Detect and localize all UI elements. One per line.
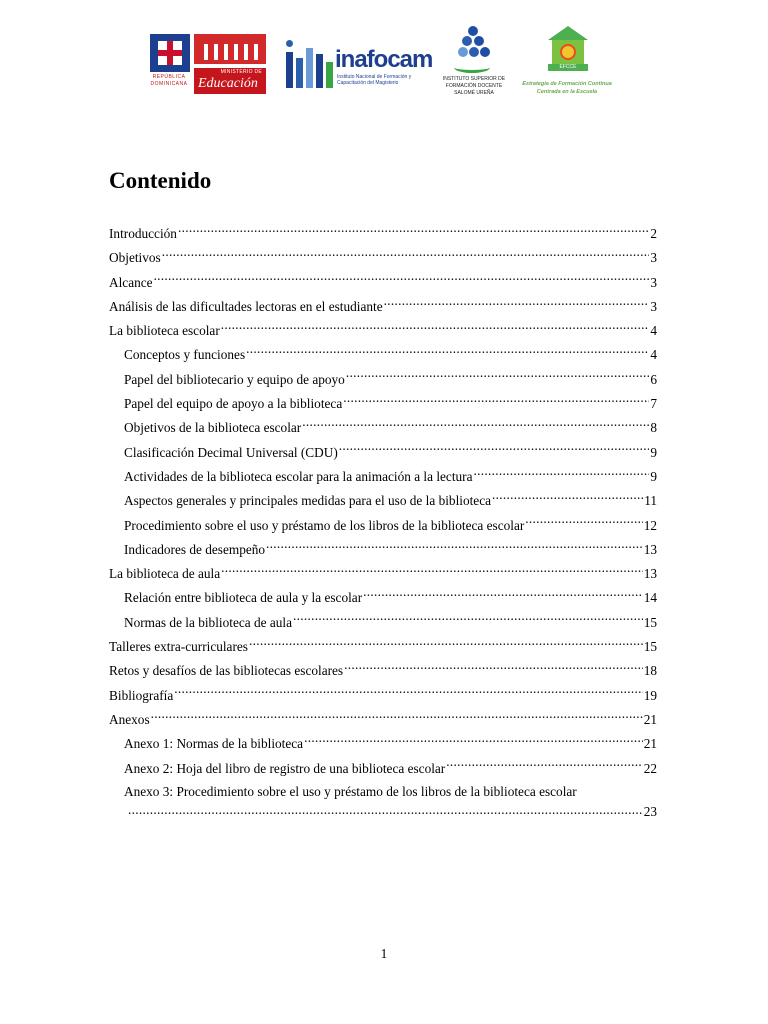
toc-entry-title: Papel del bibliotecario y equipo de apoyo [124, 371, 345, 387]
toc-entry-page: 12 [643, 517, 657, 533]
toc-entry-title: Análisis de las dificultades lectoras en el estudiante [109, 298, 383, 314]
toc-entry[interactable] [109, 441, 657, 465]
toc-entry-title: Relación entre biblioteca de aula y la escolar [124, 590, 363, 606]
inafocam-title: inafocam [335, 46, 433, 73]
toc-entry[interactable] [109, 271, 657, 295]
toc-leader-dots [246, 345, 649, 359]
coat-of-arms-icon [150, 34, 190, 72]
toc-entry-page: 19 [643, 687, 657, 703]
toc-leader-dots [154, 273, 650, 287]
toc-leader-dots [346, 370, 650, 384]
toc-entry-page: 9 [650, 468, 657, 484]
bars-icon [285, 40, 335, 88]
table-of-contents [109, 222, 657, 820]
isfodosu-text: INSTITUTO SUPERIOR DE FORMACIÓN DOCENTE SALOMÉ UREÑA [442, 76, 506, 96]
ministerio-educacion-logo [148, 32, 268, 98]
toc-entry[interactable] [109, 343, 657, 367]
efcce-text: Estrategia de Formación Continua Centrada en la Escuela [522, 81, 612, 95]
toc-entry-page: 15 [643, 614, 657, 630]
toc-entry-title: La biblioteca de aula [109, 566, 221, 582]
isfodosu-logo [438, 26, 510, 102]
toc-leader-dots [174, 686, 642, 700]
people-icon [458, 26, 490, 64]
toc-entry[interactable] [109, 659, 657, 683]
toc-leader-dots [266, 540, 643, 554]
toc-entry-title: Clasificación Decimal Universal (CDU) [124, 444, 338, 460]
toc-entry[interactable] [109, 732, 657, 756]
building-icon [194, 34, 266, 64]
toc-entry-page: 22 [643, 760, 657, 776]
ministry-label: MINISTERIO DE Educación [194, 68, 266, 94]
toc-entry-page: 9 [650, 444, 657, 460]
toc-leader-dots [304, 734, 643, 748]
toc-entry-page: 4 [650, 347, 657, 363]
toc-leader-dots [302, 418, 649, 432]
toc-leader-dots [344, 661, 643, 675]
toc-entry[interactable] [109, 222, 657, 246]
toc-leader-dots [293, 613, 643, 627]
toc-entry[interactable] [109, 319, 657, 343]
efcce-label: EFCCE [548, 64, 588, 71]
toc-entry-page: 15 [643, 639, 657, 655]
toc-entry[interactable] [109, 246, 657, 270]
toc-entry-title: Aspectos generales y principales medidas para el uso de la biblioteca [124, 493, 492, 509]
toc-entry-page: 3 [650, 274, 657, 290]
toc-entry-page: 6 [650, 371, 657, 387]
toc-entry[interactable] [109, 708, 657, 732]
toc-entry-page: 3 [650, 250, 657, 266]
toc-entry[interactable] [109, 757, 657, 781]
page-number: 1 [380, 946, 388, 961]
toc-entry[interactable] [109, 416, 657, 440]
toc-leader-dots [474, 467, 650, 481]
toc-entry-page: 23 [643, 803, 657, 819]
toc-entry[interactable] [109, 489, 657, 513]
toc-entry-title: Normas de la biblioteca de aula [124, 614, 292, 630]
toc-entry-title: Talleres extra-curriculares [109, 639, 248, 655]
toc-leader-dots [128, 802, 642, 816]
toc-entry-title: Introducción [109, 226, 177, 241]
toc-leader-dots [446, 759, 642, 773]
toc-entry-title: Objetivos [109, 250, 161, 266]
toc-entry-page: 8 [650, 420, 657, 436]
toc-entry[interactable] [109, 392, 657, 416]
toc-entry-page: 3 [650, 298, 657, 314]
toc-leader-dots [249, 637, 643, 651]
toc-entry-title: Procedimiento sobre el uso y préstamo de los libros de la biblioteca escolar [124, 517, 525, 533]
toc-entry-page: 2 [650, 226, 657, 241]
toc-entry[interactable] [109, 611, 657, 635]
toc-leader-dots [343, 394, 649, 408]
toc-entry-title: Alcance [109, 274, 153, 290]
toc-entry[interactable] [109, 465, 657, 489]
toc-entry[interactable] [109, 684, 657, 708]
toc-entry[interactable] [109, 781, 657, 820]
country-label: REPÚBLICA DOMINICANA [150, 74, 188, 87]
toc-entry-page: 7 [650, 396, 657, 412]
toc-entry-title: Bibliografía [109, 687, 174, 703]
toc-entry-page: 18 [643, 663, 657, 679]
toc-entry-title: Papel del equipo de apoyo a la biblioteca [124, 396, 343, 412]
inafocam-logo [285, 40, 433, 96]
toc-entry-page: 4 [650, 323, 657, 339]
toc-entry-title: Conceptos y funciones [124, 347, 246, 363]
page-title: Contenido [109, 168, 212, 193]
toc-leader-dots [492, 491, 643, 505]
toc-entry-title: Anexos [109, 711, 150, 727]
toc-leader-dots [363, 588, 643, 602]
toc-entry[interactable] [109, 562, 657, 586]
efcce-logo [514, 26, 620, 102]
toc-entry-page: 11 [644, 493, 657, 509]
toc-entry-page: 13 [643, 541, 657, 557]
inafocam-subtitle: Instituto Nacional de Formación y Capacitación del Magisterio [337, 74, 412, 86]
toc-entry-page: 13 [643, 566, 657, 582]
toc-entry-title: Objetivos de la biblioteca escolar [124, 420, 302, 436]
toc-entry-page: 14 [643, 590, 657, 606]
toc-leader-dots [178, 224, 649, 238]
toc-entry[interactable] [109, 295, 657, 319]
toc-leader-dots [339, 443, 650, 457]
toc-entry-title: Anexo 3: Procedimiento sobre el uso y préstamo de los libros de la biblioteca escolar [124, 783, 577, 799]
header-logos [0, 26, 768, 110]
toc-entry[interactable] [109, 514, 657, 538]
toc-leader-dots [221, 564, 643, 578]
toc-leader-dots [525, 516, 642, 530]
toc-entry[interactable] [109, 635, 657, 659]
toc-entry-title: Indicadores de desempeño [124, 541, 266, 557]
toc-entry[interactable] [109, 586, 657, 610]
toc-leader-dots [162, 248, 650, 262]
toc-entry[interactable] [109, 368, 657, 392]
toc-entry-title: Actividades de la biblioteca escolar para la animación a la lectura [124, 468, 473, 484]
toc-leader-dots [221, 321, 650, 335]
toc-entry-title: Anexo 1: Normas de la biblioteca [124, 736, 304, 752]
toc-entry-page: 21 [643, 736, 657, 752]
toc-entry-title: Anexo 2: Hoja del libro de registro de una biblioteca escolar [124, 760, 446, 776]
toc-entry-title: Retos y desafíos de las bibliotecas escolares [109, 663, 344, 679]
toc-entry[interactable] [109, 538, 657, 562]
toc-entry-title: La biblioteca escolar [109, 323, 220, 339]
toc-entry-page: 21 [643, 711, 657, 727]
toc-leader-dots [384, 297, 650, 311]
book-icon [454, 62, 490, 73]
toc-leader-dots [151, 710, 643, 724]
